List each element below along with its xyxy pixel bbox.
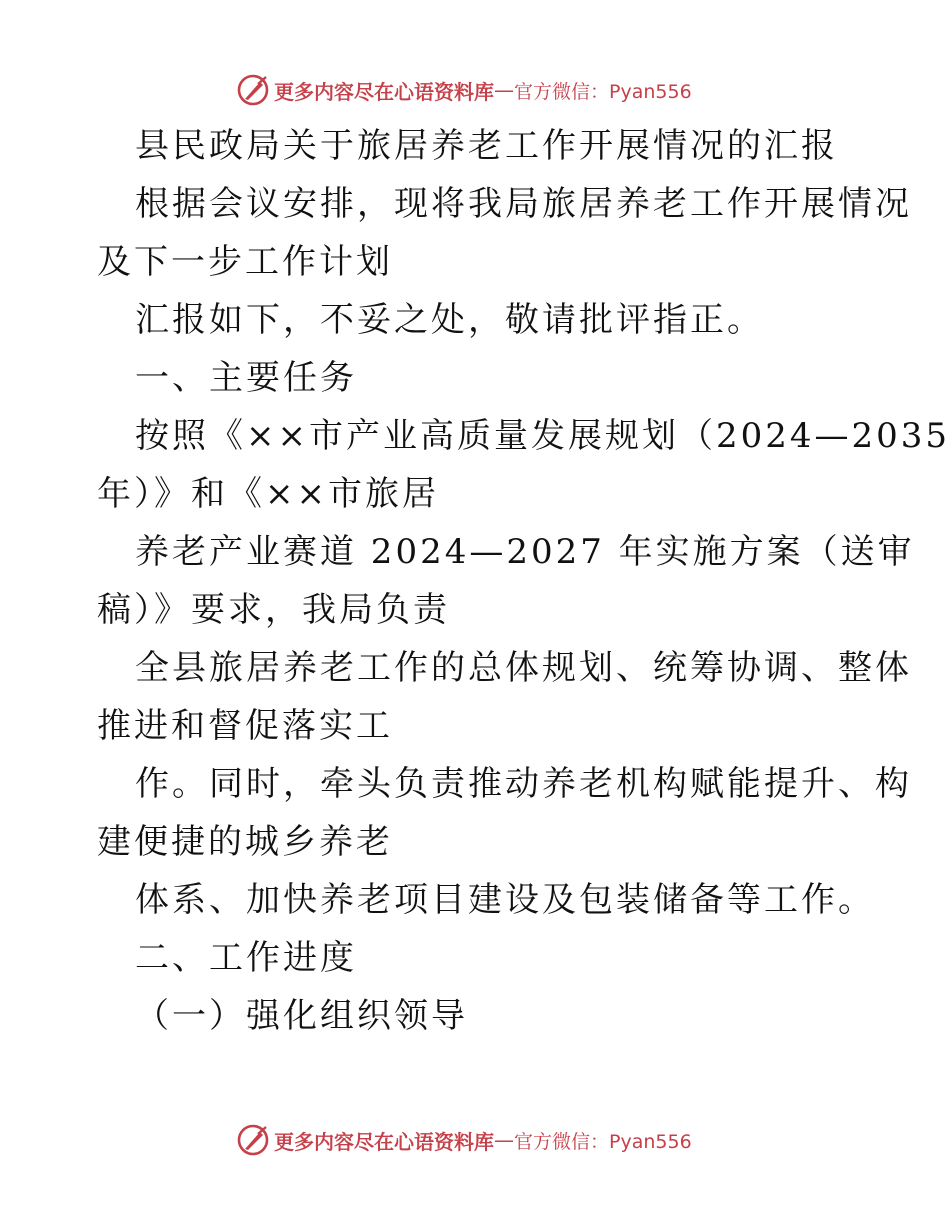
paragraph-line: 推进和督促落实工 — [97, 706, 393, 746]
header-watermark-banner — [236, 72, 692, 108]
watermark-wechat-text: 官方微信：Pyan556 — [514, 1130, 692, 1153]
subsection-heading: （一）强化组织领导 — [135, 996, 468, 1036]
paragraph-line: 及下一步工作计划 — [97, 242, 393, 282]
quill-logo-icon — [236, 73, 270, 107]
footer-watermark-banner — [236, 1122, 692, 1158]
watermark-dash: — — [494, 1128, 514, 1152]
watermark-brand-text: 更多内容尽在心语资料库 — [274, 79, 494, 104]
document-title: 县民政局关于旅居养老工作开展情况的汇报 — [135, 126, 838, 166]
quill-logo-icon — [236, 1123, 270, 1157]
paragraph-line: 按照《××市产业高质量发展规划（2024—2035 — [135, 416, 950, 456]
paragraph-line: 根据会议安排，现将我局旅居养老工作开展情况 — [135, 184, 912, 224]
section-heading: 二、工作进度 — [135, 938, 357, 978]
watermark-dash: — — [494, 78, 514, 102]
watermark-wechat-text: 官方微信：Pyan556 — [514, 80, 692, 103]
paragraph-line: 建便捷的城乡养老 — [97, 822, 393, 862]
paragraph-line: 稿）》要求，我局负责 — [97, 590, 450, 630]
paragraph-line: 全县旅居养老工作的总体规划、统筹协调、整体 — [135, 648, 912, 688]
watermark-brand-text: 更多内容尽在心语资料库 — [274, 1129, 494, 1154]
paragraph-line: 养老产业赛道 2024—2027 年实施方案（送审 — [135, 532, 915, 572]
paragraph-line: 年）》和《××市旅居 — [97, 474, 439, 514]
paragraph-line: 作。同时，牵头负责推动养老机构赋能提升、构 — [135, 764, 912, 804]
paragraph-line: 汇报如下，不妥之处，敬请批评指正。 — [135, 300, 764, 340]
section-heading: 一、主要任务 — [135, 358, 357, 398]
paragraph-line: 体系、加快养老项目建设及包装储备等工作。 — [135, 880, 875, 920]
